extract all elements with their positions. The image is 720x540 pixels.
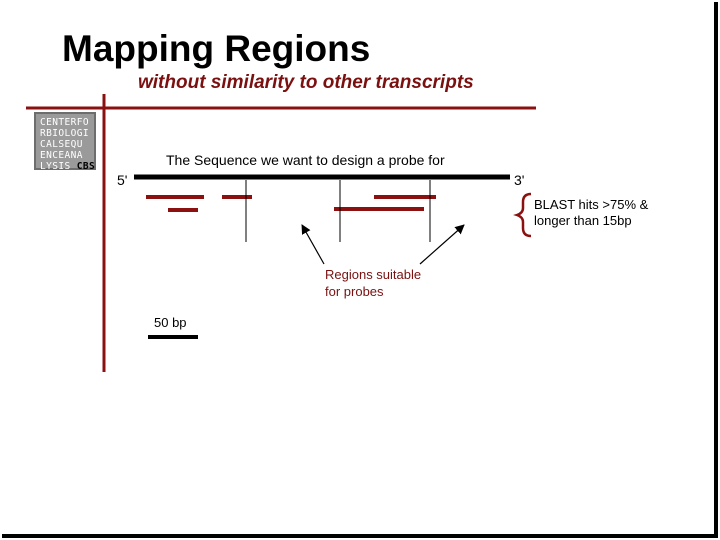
scale-label: 50 bp <box>154 315 187 330</box>
regions-label-line1: Regions suitable <box>325 267 422 282</box>
sequence-label: The Sequence we want to design a probe for <box>166 152 445 168</box>
slide-subtitle: without similarity to other transcripts <box>138 72 474 93</box>
five-prime-label: 5' <box>117 172 128 188</box>
logo-line: CALSEQU <box>40 139 83 150</box>
three-prime-label: 3' <box>514 172 525 188</box>
logo-line: ENCEANA <box>40 150 83 161</box>
logo-line: RBIOLOGI <box>40 128 89 139</box>
region-arrow-right <box>420 225 464 264</box>
logo-line-prefix: LYSIS <box>40 161 71 172</box>
blast-label-line1: BLAST hits >75% & <box>534 197 649 212</box>
blast-hits-brace <box>517 194 531 236</box>
logo-line: CENTERFO <box>40 117 89 128</box>
regions-label-line2: for probes <box>325 284 384 299</box>
blast-label-line2: longer than 15bp <box>534 213 632 228</box>
logo-mark: CBS <box>76 161 96 172</box>
region-arrow-left <box>302 225 324 264</box>
slide-title: Mapping Regions <box>62 28 371 69</box>
